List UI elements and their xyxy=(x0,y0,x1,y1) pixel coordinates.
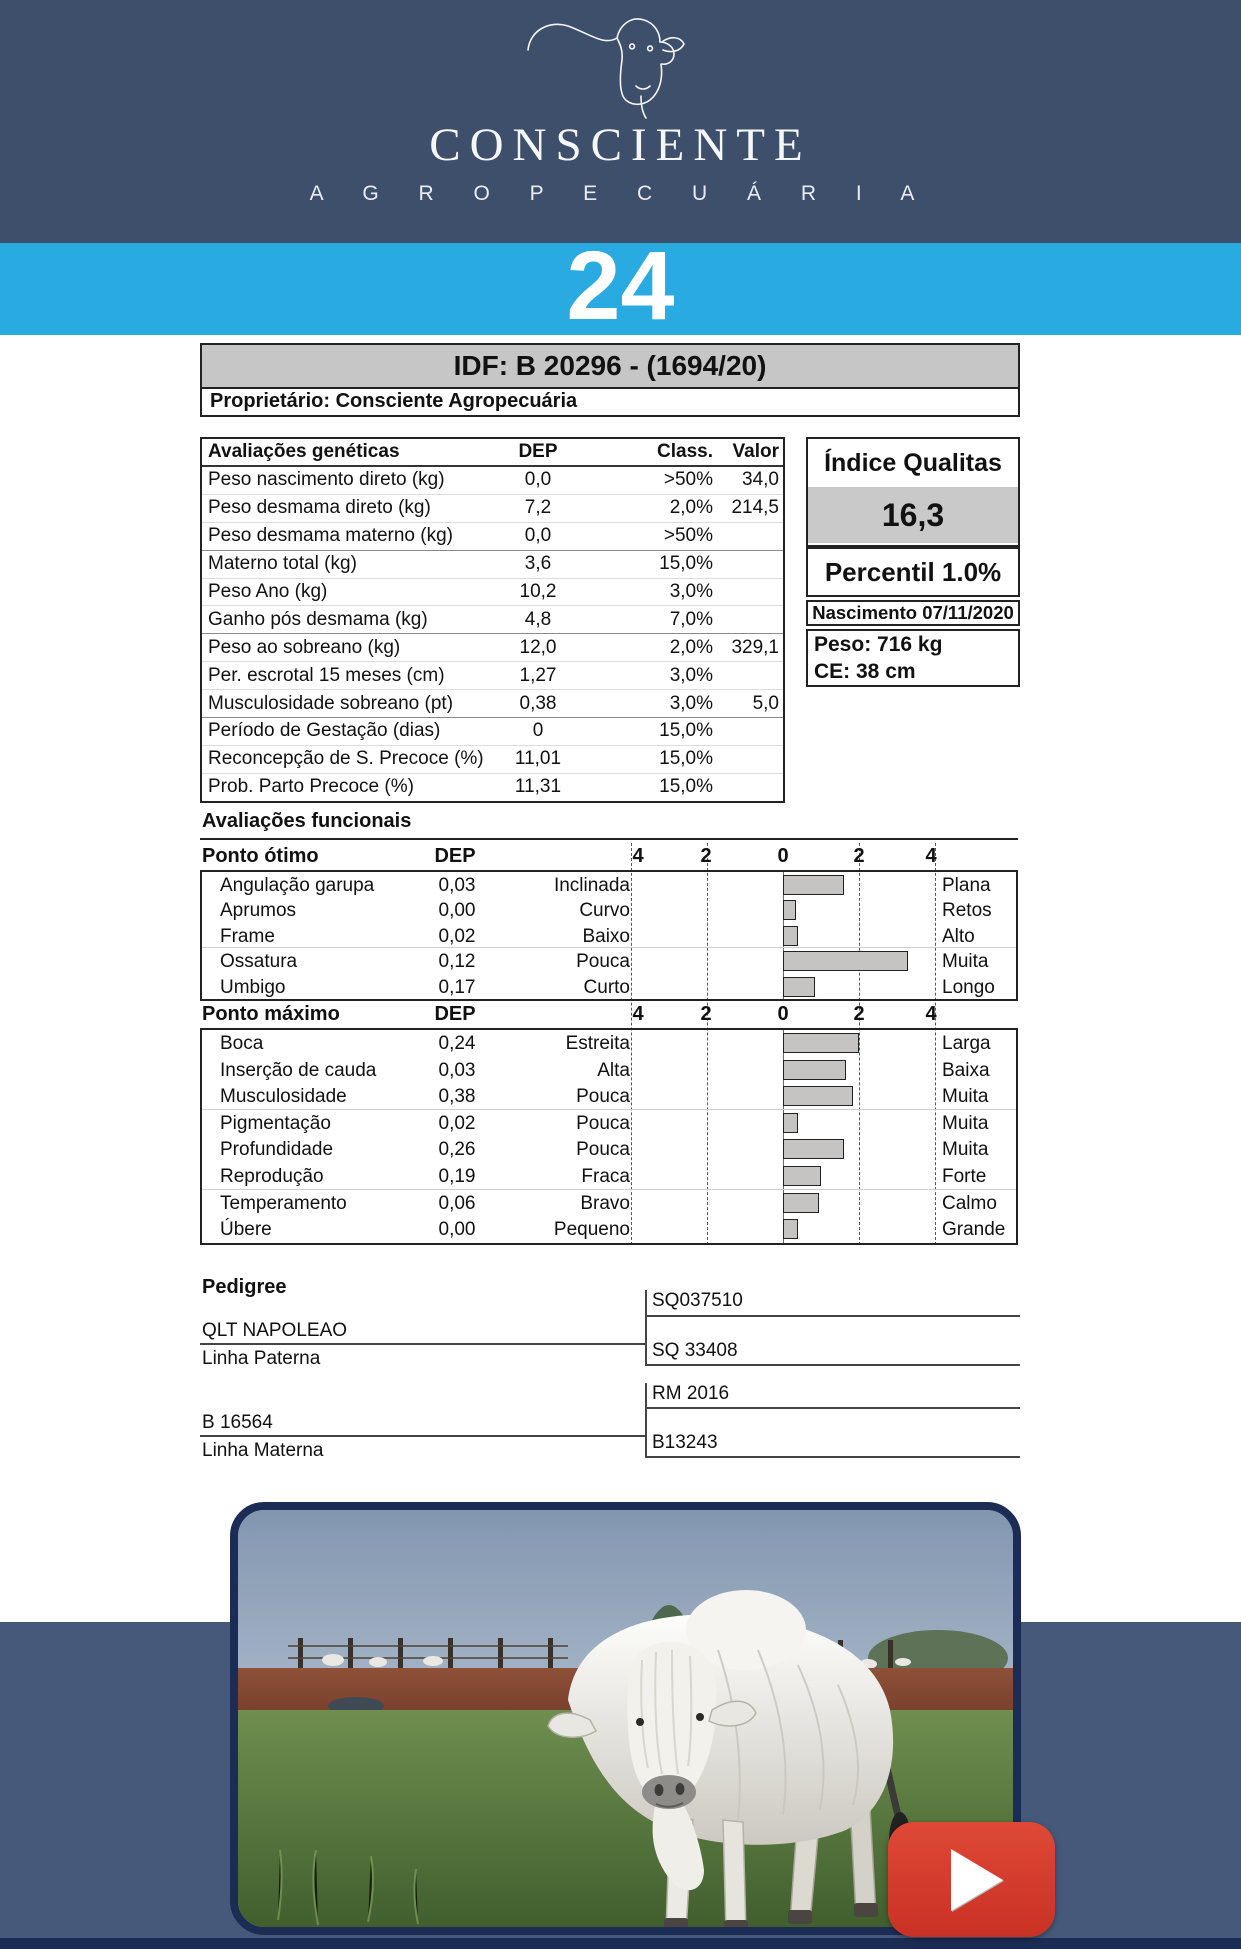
trait-right-anchor: Plana xyxy=(942,875,991,896)
brand-subtitle: A G R O P E C U Á R I A xyxy=(309,182,932,205)
row-class: 7,0% xyxy=(669,608,713,630)
sire-of-dam: RM 2016 xyxy=(652,1383,730,1404)
trait-name: Inserção de cauda xyxy=(220,1059,377,1081)
trait-left-anchor: Pouca xyxy=(576,1112,630,1134)
trait-left-anchor: Pequeno xyxy=(553,1219,630,1241)
trait-left-anchor: Estreita xyxy=(565,1033,630,1054)
brand-name: CONSCIENTE xyxy=(429,119,812,171)
genetic-table-header xyxy=(202,439,783,467)
chart-row xyxy=(202,974,1016,999)
qualitas-title: Índice Qualitas xyxy=(824,449,1002,477)
pedigree-connector xyxy=(645,1290,647,1364)
table-row xyxy=(202,746,783,774)
qualitas-box xyxy=(806,437,1020,547)
row-valor: 5,0 xyxy=(752,692,779,714)
trait-right-anchor: Muita xyxy=(942,951,989,973)
functional-title: Avaliações funcionais xyxy=(202,810,412,832)
chart-row xyxy=(202,872,1016,897)
row-class: >50% xyxy=(663,525,713,547)
pedigree-line xyxy=(645,1315,1020,1317)
maternal-line-label: Linha Materna xyxy=(202,1440,324,1461)
row-dep: 0 xyxy=(532,720,544,742)
row-label: Per. escrotal 15 meses (cm) xyxy=(208,664,445,686)
trait-left-anchor: Inclinada xyxy=(553,875,630,896)
chart-row xyxy=(202,1030,1016,1057)
trait-bar xyxy=(783,1033,859,1053)
row-valor: 34,0 xyxy=(742,469,779,491)
trait-left-anchor: Alta xyxy=(597,1059,630,1081)
dep-header: DEP xyxy=(434,1003,476,1025)
trait-dep: 0,19 xyxy=(438,1166,476,1187)
col-class: Class. xyxy=(657,441,713,462)
chart-row xyxy=(202,1163,1016,1190)
row-class: 2,0% xyxy=(669,636,713,658)
header-band xyxy=(0,0,1241,243)
genetic-title: Avaliações genéticas xyxy=(208,441,400,462)
trait-bar xyxy=(783,1060,846,1080)
scale-tick: 2 xyxy=(700,1003,712,1025)
table-row xyxy=(202,690,783,718)
trait-dep: 0,38 xyxy=(438,1086,476,1108)
trait-right-anchor: Alto xyxy=(942,925,975,947)
trait-right-anchor: Retos xyxy=(942,900,992,922)
trait-dep: 0,26 xyxy=(438,1139,476,1161)
trait-name: Frame xyxy=(220,925,275,947)
trait-bar xyxy=(783,1166,821,1186)
chart-row xyxy=(202,1136,1016,1163)
sire-of-sire: SQ037510 xyxy=(652,1290,743,1311)
optimal-header xyxy=(200,843,1018,870)
trait-right-anchor: Longo xyxy=(942,976,995,998)
row-label: Peso Ano (kg) xyxy=(208,581,328,602)
percentil-box: Percentil 1.0% xyxy=(806,547,1020,597)
genetic-table xyxy=(200,437,785,803)
row-dep: 0,0 xyxy=(524,469,552,491)
chart-row xyxy=(202,923,1016,948)
trait-left-anchor: Bravo xyxy=(580,1192,630,1214)
sire-name: QLT NAPOLEAO xyxy=(202,1320,348,1341)
trait-right-anchor: Baixa xyxy=(942,1059,990,1081)
trait-left-anchor: Curto xyxy=(583,976,630,998)
row-dep: 1,27 xyxy=(519,664,557,686)
trait-dep: 0,00 xyxy=(438,900,476,922)
row-valor: 214,5 xyxy=(731,497,779,519)
maximum-chart xyxy=(200,1028,1018,1245)
row-label: Peso desmama direto (kg) xyxy=(208,497,431,519)
table-row xyxy=(202,606,783,634)
divider xyxy=(200,838,1018,840)
col-dep: DEP xyxy=(518,441,558,462)
trait-left-anchor: Baixo xyxy=(582,925,630,947)
table-row xyxy=(202,523,783,551)
trait-right-anchor: Grande xyxy=(942,1219,1006,1241)
table-row xyxy=(202,634,783,662)
trait-right-anchor: Muita xyxy=(942,1139,989,1161)
owner-line: Proprietário: Consciente Agropecuária xyxy=(200,389,1020,417)
row-dep: 11,31 xyxy=(514,776,562,798)
pedigree-line xyxy=(645,1456,1020,1458)
row-class: 3,0% xyxy=(669,581,713,602)
trait-name: Úbere xyxy=(220,1219,272,1241)
trait-right-anchor: Calmo xyxy=(942,1192,997,1214)
row-valor: 329,1 xyxy=(731,636,779,658)
table-row xyxy=(202,662,783,690)
trait-bar xyxy=(783,1113,798,1133)
trait-right-anchor: Muita xyxy=(942,1112,989,1134)
row-dep: 11,01 xyxy=(514,748,562,770)
dam-of-sire: SQ 33408 xyxy=(652,1340,738,1361)
trait-left-anchor: Pouca xyxy=(576,1139,630,1161)
optimal-chart xyxy=(200,870,1018,1001)
row-label: Materno total (kg) xyxy=(208,553,357,575)
row-class: 15,0% xyxy=(659,776,713,798)
chart-row xyxy=(202,1083,1016,1110)
pedigree-line xyxy=(645,1364,1020,1366)
table-row xyxy=(202,551,783,579)
trait-bar xyxy=(783,1219,798,1239)
row-class: 15,0% xyxy=(659,748,713,770)
trait-left-anchor: Pouca xyxy=(576,951,630,973)
trait-name: Boca xyxy=(220,1033,264,1054)
lot-number: 24 xyxy=(566,231,675,340)
trait-bar xyxy=(783,900,796,920)
trait-name: Reprodução xyxy=(220,1166,324,1187)
paternal-line-label: Linha Paterna xyxy=(202,1348,321,1369)
maximum-header-label: Ponto máximo xyxy=(202,1003,340,1025)
scale-tick: 0 xyxy=(777,845,789,867)
trait-dep: 0,17 xyxy=(438,976,476,998)
trait-name: Aprumos xyxy=(220,900,297,922)
pedigree-connector xyxy=(645,1383,647,1457)
table-row xyxy=(202,495,783,523)
trait-name: Temperamento xyxy=(220,1192,347,1214)
trait-name: Pigmentação xyxy=(220,1112,331,1134)
table-row xyxy=(202,467,783,495)
trait-bar xyxy=(783,951,908,971)
trait-dep: 0,02 xyxy=(438,925,476,947)
row-label: Peso nascimento direto (kg) xyxy=(208,469,445,491)
maximum-header xyxy=(200,1001,1018,1028)
dam-name: B 16564 xyxy=(202,1412,273,1433)
trait-bar xyxy=(783,1193,819,1213)
row-label: Ganho pós desmama (kg) xyxy=(208,608,428,630)
cow-logo-icon xyxy=(520,8,720,120)
trait-left-anchor: Pouca xyxy=(576,1086,630,1108)
trait-bar xyxy=(783,1086,853,1106)
chart-row xyxy=(202,1110,1016,1137)
row-dep: 0,0 xyxy=(524,525,552,547)
scale-tick: 4 xyxy=(632,845,644,867)
trait-name: Profundidade xyxy=(220,1139,334,1161)
row-dep: 12,0 xyxy=(519,636,557,658)
trait-name: Ossatura xyxy=(220,951,298,973)
scale-tick: 4 xyxy=(925,845,937,867)
trait-bar xyxy=(783,875,844,895)
chart-row xyxy=(202,948,1016,973)
weight-box xyxy=(806,629,1020,687)
row-dep: 3,6 xyxy=(524,553,552,575)
table-row xyxy=(202,774,783,801)
trait-left-anchor: Fraca xyxy=(581,1166,630,1187)
table-row xyxy=(202,718,783,746)
table-row xyxy=(202,579,783,607)
trait-dep: 0,00 xyxy=(438,1219,476,1241)
youtube-play-button[interactable] xyxy=(888,1822,1055,1937)
row-label: Período de Gestação (dias) xyxy=(208,720,441,742)
play-icon xyxy=(951,1849,1003,1911)
trait-name: Umbigo xyxy=(220,976,286,998)
dep-header: DEP xyxy=(434,845,476,867)
pedigree-line xyxy=(200,1343,645,1345)
trait-dep: 0,03 xyxy=(438,875,476,896)
trait-bar xyxy=(783,1139,844,1159)
scale-tick: 0 xyxy=(777,1003,789,1025)
trait-bar xyxy=(783,926,798,946)
optimal-header-label: Ponto ótimo xyxy=(202,845,319,867)
row-class: 15,0% xyxy=(659,720,713,742)
scale-tick: 4 xyxy=(632,1003,644,1025)
trait-right-anchor: Forte xyxy=(942,1166,987,1187)
trait-right-anchor: Larga xyxy=(942,1033,991,1054)
pedigree-line xyxy=(645,1407,1020,1409)
scale-tick: 2 xyxy=(853,845,865,867)
trait-dep: 0,03 xyxy=(438,1059,476,1081)
row-label: Musculosidade sobreano (pt) xyxy=(208,692,454,714)
row-class: >50% xyxy=(663,469,713,491)
trait-bar xyxy=(783,977,815,997)
weight-value: Peso: 716 kg xyxy=(814,633,943,656)
trait-dep: 0,24 xyxy=(438,1033,476,1054)
trait-dep: 0,12 xyxy=(438,951,476,973)
scale-tick: 2 xyxy=(853,1003,865,1025)
chart-row xyxy=(202,1057,1016,1084)
trait-right-anchor: Muita xyxy=(942,1086,989,1108)
row-label: Reconcepção de S. Precoce (%) xyxy=(208,748,484,770)
functional-section xyxy=(200,843,1018,1245)
trait-dep: 0,06 xyxy=(438,1192,476,1214)
birthdate-box: Nascimento 07/11/2020 xyxy=(806,600,1020,626)
dam-of-dam: B13243 xyxy=(652,1432,718,1453)
scale-tick: 4 xyxy=(925,1003,937,1025)
trait-name: Angulação garupa xyxy=(220,875,375,896)
row-label: Peso ao sobreano (kg) xyxy=(208,636,401,658)
chart-row xyxy=(202,1190,1016,1217)
footer-strip xyxy=(0,1938,1241,1949)
trait-name: Musculosidade xyxy=(220,1086,347,1108)
row-label: Peso desmama materno (kg) xyxy=(208,525,453,547)
pedigree-title: Pedigree xyxy=(202,1276,287,1298)
pedigree-line xyxy=(200,1435,645,1437)
row-dep: 10,2 xyxy=(519,581,557,602)
qualitas-value: 16,3 xyxy=(808,487,1018,543)
row-label: Prob. Parto Precoce (%) xyxy=(208,776,414,798)
row-class: 2,0% xyxy=(669,497,713,519)
row-class: 3,0% xyxy=(669,692,713,714)
row-class: 3,0% xyxy=(669,664,713,686)
row-dep: 0,38 xyxy=(519,692,557,714)
col-valor: Valor xyxy=(732,441,779,462)
scale-tick: 2 xyxy=(700,845,712,867)
scrotal-value: CE: 38 cm xyxy=(814,660,916,683)
row-dep: 4,8 xyxy=(524,608,552,630)
trait-left-anchor: Curvo xyxy=(579,900,630,922)
idf-title: IDF: B 20296 - (1694/20) xyxy=(200,343,1020,389)
row-class: 15,0% xyxy=(659,553,713,575)
chart-row xyxy=(202,897,1016,922)
chart-row xyxy=(202,1216,1016,1243)
trait-dep: 0,02 xyxy=(438,1112,476,1134)
row-dep: 7,2 xyxy=(524,497,552,519)
